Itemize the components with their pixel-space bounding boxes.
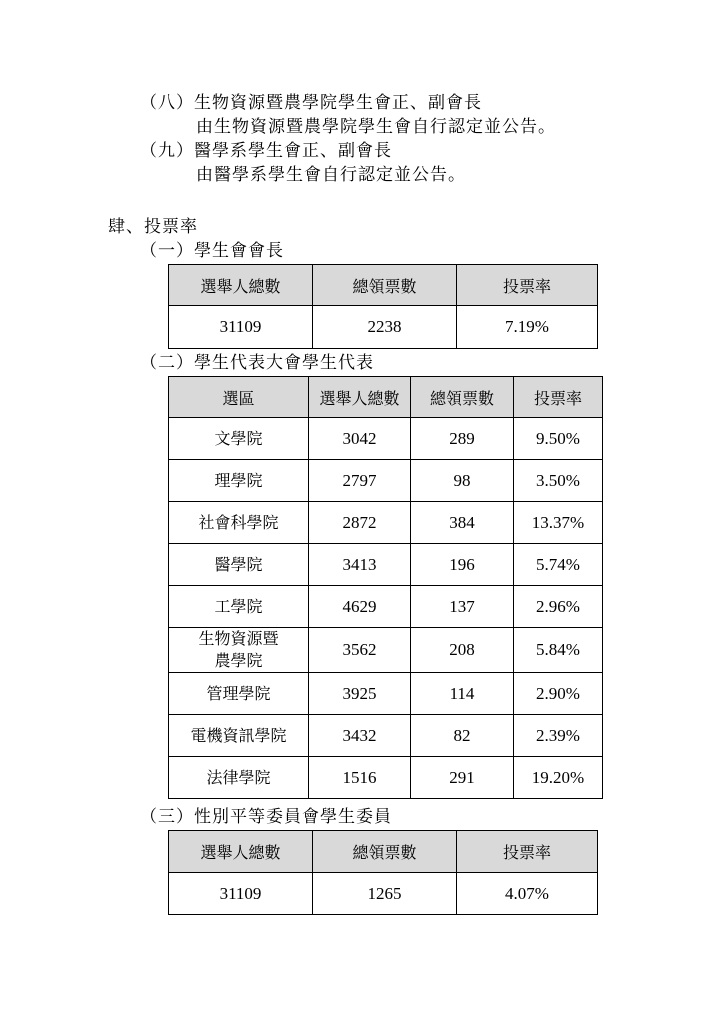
table-cell: 3413 (309, 544, 411, 586)
table-cell: 3925 (309, 673, 411, 715)
header-cell: 投票率 (457, 265, 598, 306)
table-cell: 98 (411, 460, 514, 502)
table-row (169, 715, 603, 757)
table-row (169, 586, 603, 628)
table-cell: 2.39% (514, 715, 603, 757)
table-cell: 7.19% (457, 306, 598, 349)
header-cell: 選舉人總數 (309, 377, 411, 418)
district-cell: 法律學院 (169, 757, 309, 799)
table-row (169, 757, 603, 799)
header-cell: 投票率 (514, 377, 603, 418)
district-cell: 理學院 (169, 460, 309, 502)
district-cell: 社會科學院 (169, 502, 309, 544)
table-row (169, 628, 603, 673)
table-row (169, 873, 598, 915)
header-cell: 選舉人總數 (169, 831, 313, 873)
item-8-title: （八）生物資源暨農學院學生會正、副會長 (140, 93, 482, 113)
header-cell: 投票率 (457, 831, 598, 873)
table-cell: 13.37% (514, 502, 603, 544)
gender-subheading: （三）性別平等委員會學生委員 (140, 807, 392, 827)
table-cell: 3432 (309, 715, 411, 757)
table-cell: 114 (411, 673, 514, 715)
table-header-row (169, 377, 603, 418)
section-title: 肆、投票率 (108, 217, 198, 237)
table-cell: 9.50% (514, 418, 603, 460)
table-cell: 2797 (309, 460, 411, 502)
reps-turnout-table (168, 376, 603, 799)
table-cell: 3.50% (514, 460, 603, 502)
item-9-text: 由醫學系學生會自行認定並公告。 (196, 165, 466, 185)
table-cell: 4.07% (457, 873, 598, 915)
table-row (169, 306, 598, 349)
president-turnout-table (168, 264, 598, 349)
table-cell: 1516 (309, 757, 411, 799)
table-cell: 196 (411, 544, 514, 586)
table-cell: 2.96% (514, 586, 603, 628)
gender-committee-turnout-table (168, 830, 598, 915)
table-cell: 3562 (309, 628, 411, 673)
table-cell: 19.20% (514, 757, 603, 799)
president-subheading: （一）學生會會長 (140, 241, 284, 261)
header-cell: 總領票數 (313, 831, 457, 873)
table-row (169, 460, 603, 502)
table-row (169, 418, 603, 460)
header-cell: 總領票數 (313, 265, 457, 306)
table-cell: 208 (411, 628, 514, 673)
table-cell: 31109 (169, 306, 313, 349)
table-header-row (169, 831, 598, 873)
table-row (169, 544, 603, 586)
table-cell: 384 (411, 502, 514, 544)
table-cell: 1265 (313, 873, 457, 915)
table-header-row (169, 265, 598, 306)
district-cell: 文學院 (169, 418, 309, 460)
header-cell: 總領票數 (411, 377, 514, 418)
reps-subheading: （二）學生代表大會學生代表 (140, 353, 374, 373)
table-row (169, 673, 603, 715)
district-cell: 醫學院 (169, 544, 309, 586)
table-cell: 2872 (309, 502, 411, 544)
table-cell: 2.90% (514, 673, 603, 715)
table-cell: 289 (411, 418, 514, 460)
district-cell: 生物資源暨 農學院 (169, 628, 309, 673)
table-cell: 4629 (309, 586, 411, 628)
table-cell: 5.74% (514, 544, 603, 586)
table-cell: 2238 (313, 306, 457, 349)
table-row (169, 502, 603, 544)
header-cell: 選區 (169, 377, 309, 418)
table-cell: 137 (411, 586, 514, 628)
district-cell: 電機資訊學院 (169, 715, 309, 757)
item-9-title: （九）醫學系學生會正、副會長 (140, 141, 392, 161)
item-8-text: 由生物資源暨農學院學生會自行認定並公告。 (196, 117, 556, 137)
district-cell: 工學院 (169, 586, 309, 628)
table-cell: 5.84% (514, 628, 603, 673)
district-cell: 管理學院 (169, 673, 309, 715)
table-cell: 291 (411, 757, 514, 799)
table-cell: 3042 (309, 418, 411, 460)
table-cell: 31109 (169, 873, 313, 915)
header-cell: 選舉人總數 (169, 265, 313, 306)
table-cell: 82 (411, 715, 514, 757)
